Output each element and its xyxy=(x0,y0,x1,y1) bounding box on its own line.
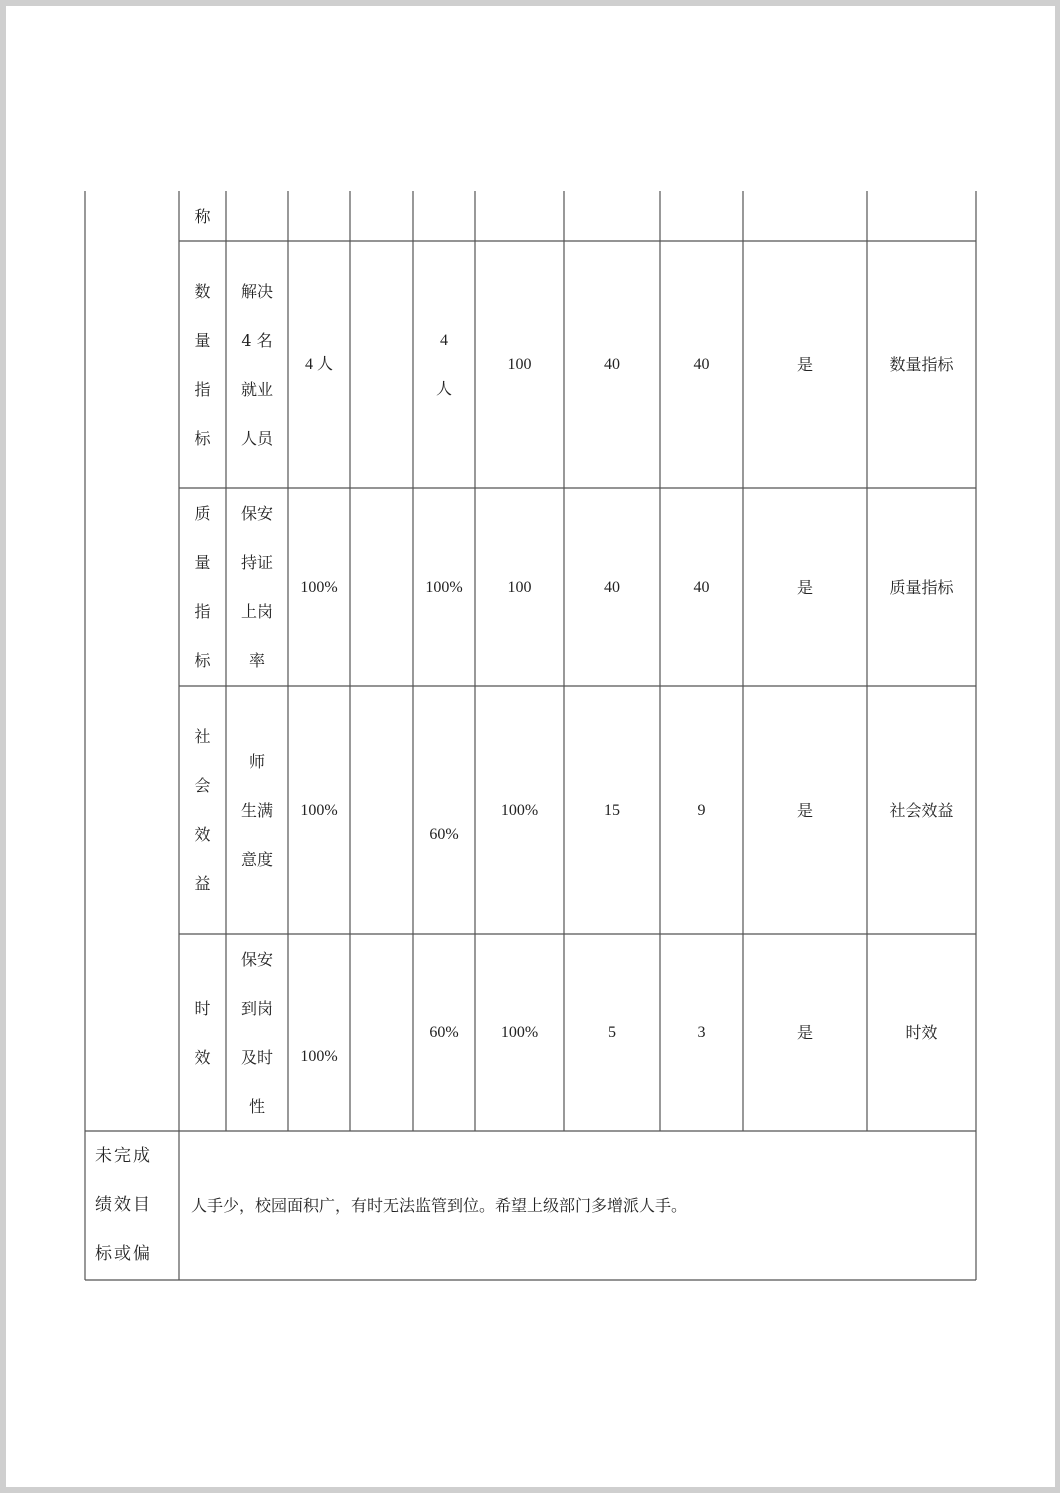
table-cell-actual: 60% xyxy=(429,825,459,843)
table-cell-achieved: 是 xyxy=(796,800,813,820)
table-cell-weight: 15 xyxy=(604,801,620,819)
table-cell-indicator-name-tail: 称 xyxy=(194,206,211,226)
table-cell-remark: 社会效益 xyxy=(889,800,954,820)
table-cell-achieved: 是 xyxy=(796,355,813,374)
table-cell-indicator: 保安 到岗 及时 性 xyxy=(240,949,273,1116)
table-cell-target: 4 人 xyxy=(304,356,333,373)
table-cell-category: 社 会 效 益 xyxy=(194,727,211,893)
table-cell-rate: 100 xyxy=(507,356,532,373)
table-cell-weight: 40 xyxy=(604,578,620,596)
table-cell-weight: 5 xyxy=(608,1024,616,1041)
table-cell-indicator: 师 生满 意度 xyxy=(240,751,273,869)
table-cell-indicator: 保安 持证 上岗 率 xyxy=(240,504,273,670)
table-cell-remark: 时效 xyxy=(905,1023,938,1042)
table-cell-category: 质 量 指 标 xyxy=(194,504,211,670)
table-cell-target: 100% xyxy=(300,578,338,596)
table-cell-rate: 100% xyxy=(500,801,539,819)
table-cell-weight: 40 xyxy=(604,356,620,373)
table-cell-score: 40 xyxy=(693,356,710,373)
table-cell-score: 3 xyxy=(697,1024,706,1041)
table-cell-achieved: 是 xyxy=(796,1023,813,1042)
document-page xyxy=(6,6,1055,1487)
footer-text: 人手少，校园面积广，有时无法监管到位。希望上级部门多增派人手。 xyxy=(191,1195,688,1215)
table-cell-score: 40 xyxy=(693,578,710,596)
footer-label: 未完成 绩效目 标或偏 xyxy=(95,1146,152,1264)
table-cell-score: 9 xyxy=(697,801,706,819)
table-cell-indicator: 解决 4 名 就业 人员 xyxy=(240,281,273,448)
table-cell-target: 100% xyxy=(300,801,338,819)
table-cell-actual: 4 人 xyxy=(435,331,452,398)
table-cell-actual: 100% xyxy=(425,578,463,596)
table-cell-rate: 100 xyxy=(507,578,532,596)
table-cell-remark: 数量指标 xyxy=(889,355,954,374)
table-cell-achieved: 是 xyxy=(796,577,813,597)
table-cell-remark: 质量指标 xyxy=(889,577,954,597)
table-cell-actual: 60% xyxy=(429,1024,459,1041)
table-cell-target: 100% xyxy=(300,1048,338,1065)
table-cell-rate: 100% xyxy=(500,1024,539,1041)
table-cell-category: 数 量 指 标 xyxy=(194,281,211,448)
table-cell-category: 时 效 xyxy=(194,998,211,1067)
